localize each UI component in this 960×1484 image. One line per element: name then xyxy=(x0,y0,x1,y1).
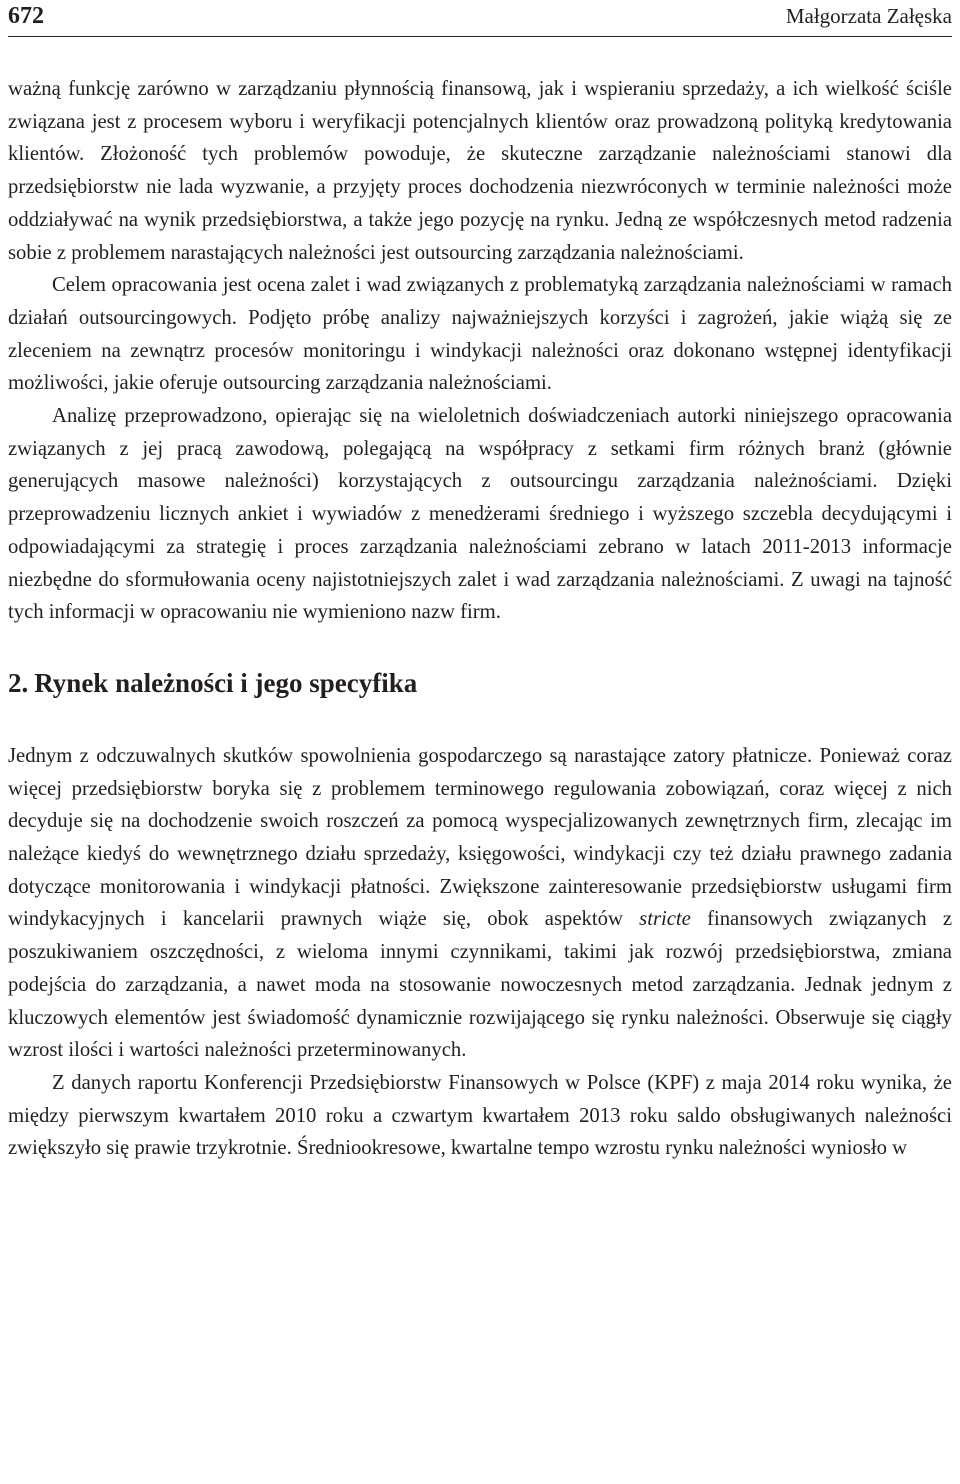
paragraph-intro-continued: ważną funkcję zarówno w zarządzaniu płynnością finansową, jak i wspieraniu sprzedaży, a ich wielkość ściśle związana jest z procesem wyboru i weryfikacji potencjalnych klientów oraz prowadzoną polityką kredytowania klientów. Złożoność tych problemów powoduje, że skuteczne zarządzanie należnościami stanowi dla przedsiębiorstw nie lada wyzwanie, a przyjęty proces dochodzenia niezwróconych w terminie należności może oddziaływać na wynik przedsiębiorstwa, a także jego pozycję na rynku. Jedną ze współczesnych metod radzenia sobie z problemem narastających należności jest outsourcing zarządzania należnościami. xyxy=(8,78,952,264)
section-number: 2. xyxy=(8,667,29,698)
running-head-author: Małgorzata Załęska xyxy=(785,4,952,28)
paragraph-market-text-2: finansowych związanych z poszukiwaniem oszczędności, z wieloma innymi czynnikami, takimi jak rozwój przedsiębiorstwa, zmiana podejścia do zarządzania, a nawet moda na stosowanie nowoczesnych metod zarządzania. Jednak jednym z kluczowych elementów jest świadomość dynamicznie rozwijającego się rynku należności. Obserwuje się ciągły wzrost ilości i wartości należności przeterminowanych. xyxy=(8,908,952,1062)
paragraph-method: Analizę przeprowadzono, opierając się na wieloletnich doświadczeniach autorki niniejszego opracowania związanych z jej pracą zawodową, polegającą na współpracy z setkami firm różnych branż (głównie generujących masowe należności) korzystających z outsourcingu zarządzania należnościami. Dzięki przeprowadzeniu licznych ankiet i wywiadów z menedżerami średniego i wyższego szczebla decydującymi i odpowiadającymi za strategię i proces zarządzania należnościami zebrano w latach 2011-2013 informacje niezbędne do sformułowania oceny najistotniejszych zalet i wad zarządzania należnościami. Z uwagi na tajność tych informacji w opracowaniu nie wymieniono nazw firm. xyxy=(8,405,952,624)
paragraph-market xyxy=(8,740,952,1067)
paragraph-aim: Celem opracowania jest ocena zalet i wad związanych z problematyką zarządzania należnościami w ramach działań outsourcingowych. Podjęto próbę analizy najważniejszych korzyści i zagrożeń, jakie wiążą się ze zleceniem na zewnątrz procesów monitoringu i windykacji należności oraz dokonano wstępnej identyfikacji możliwości, jakie oferuje outsourcing zarządzania należnościami. xyxy=(8,274,952,395)
paragraph-market-text-1: Jednym z odczuwalnych skutków spowolnienia gospodarczego są narastające zatory płatnicze. Ponieważ coraz więcej przedsiębiorstw boryka się z problemem terminowego regulowania zobowiązań, coraz więcej z nich decyduje się na dochodzenie swoich roszczeń za pomocą wyspecjalizowanych zewnętrznych firm, zlecając im należące kiedyś do wewnętrznego działu sprzedaży, księgowości, windykacji czy też działu prawnego zadania dotyczące monitorowania i windykacji płatności. Zwiększone zainteresowanie przedsiębiorstw usługami firm windykacyjnych i kancelarii prawnych wiąże się, obok aspektów xyxy=(8,744,952,931)
section-title: Rynek należności i jego specyfika xyxy=(34,667,418,698)
paragraph-market-italic: stricte xyxy=(639,908,691,931)
page-number: 672 xyxy=(8,3,44,29)
running-header xyxy=(8,0,952,37)
page-body xyxy=(8,73,952,1165)
paragraph-kpf-report: Z danych raportu Konferencji Przedsiębiorstw Finansowych w Polsce (KPF) z maja 2014 roku wynika, że między pierwszym kwartałem 2010 roku a czwartym kwartałem 2013 roku saldo obsługiwanych należności zwiększyło się prawie trzykrotnie. Średniookresowe, kwartalne tempo wzrostu rynku należności wyniosło w xyxy=(8,1071,952,1160)
section-heading xyxy=(8,665,952,701)
